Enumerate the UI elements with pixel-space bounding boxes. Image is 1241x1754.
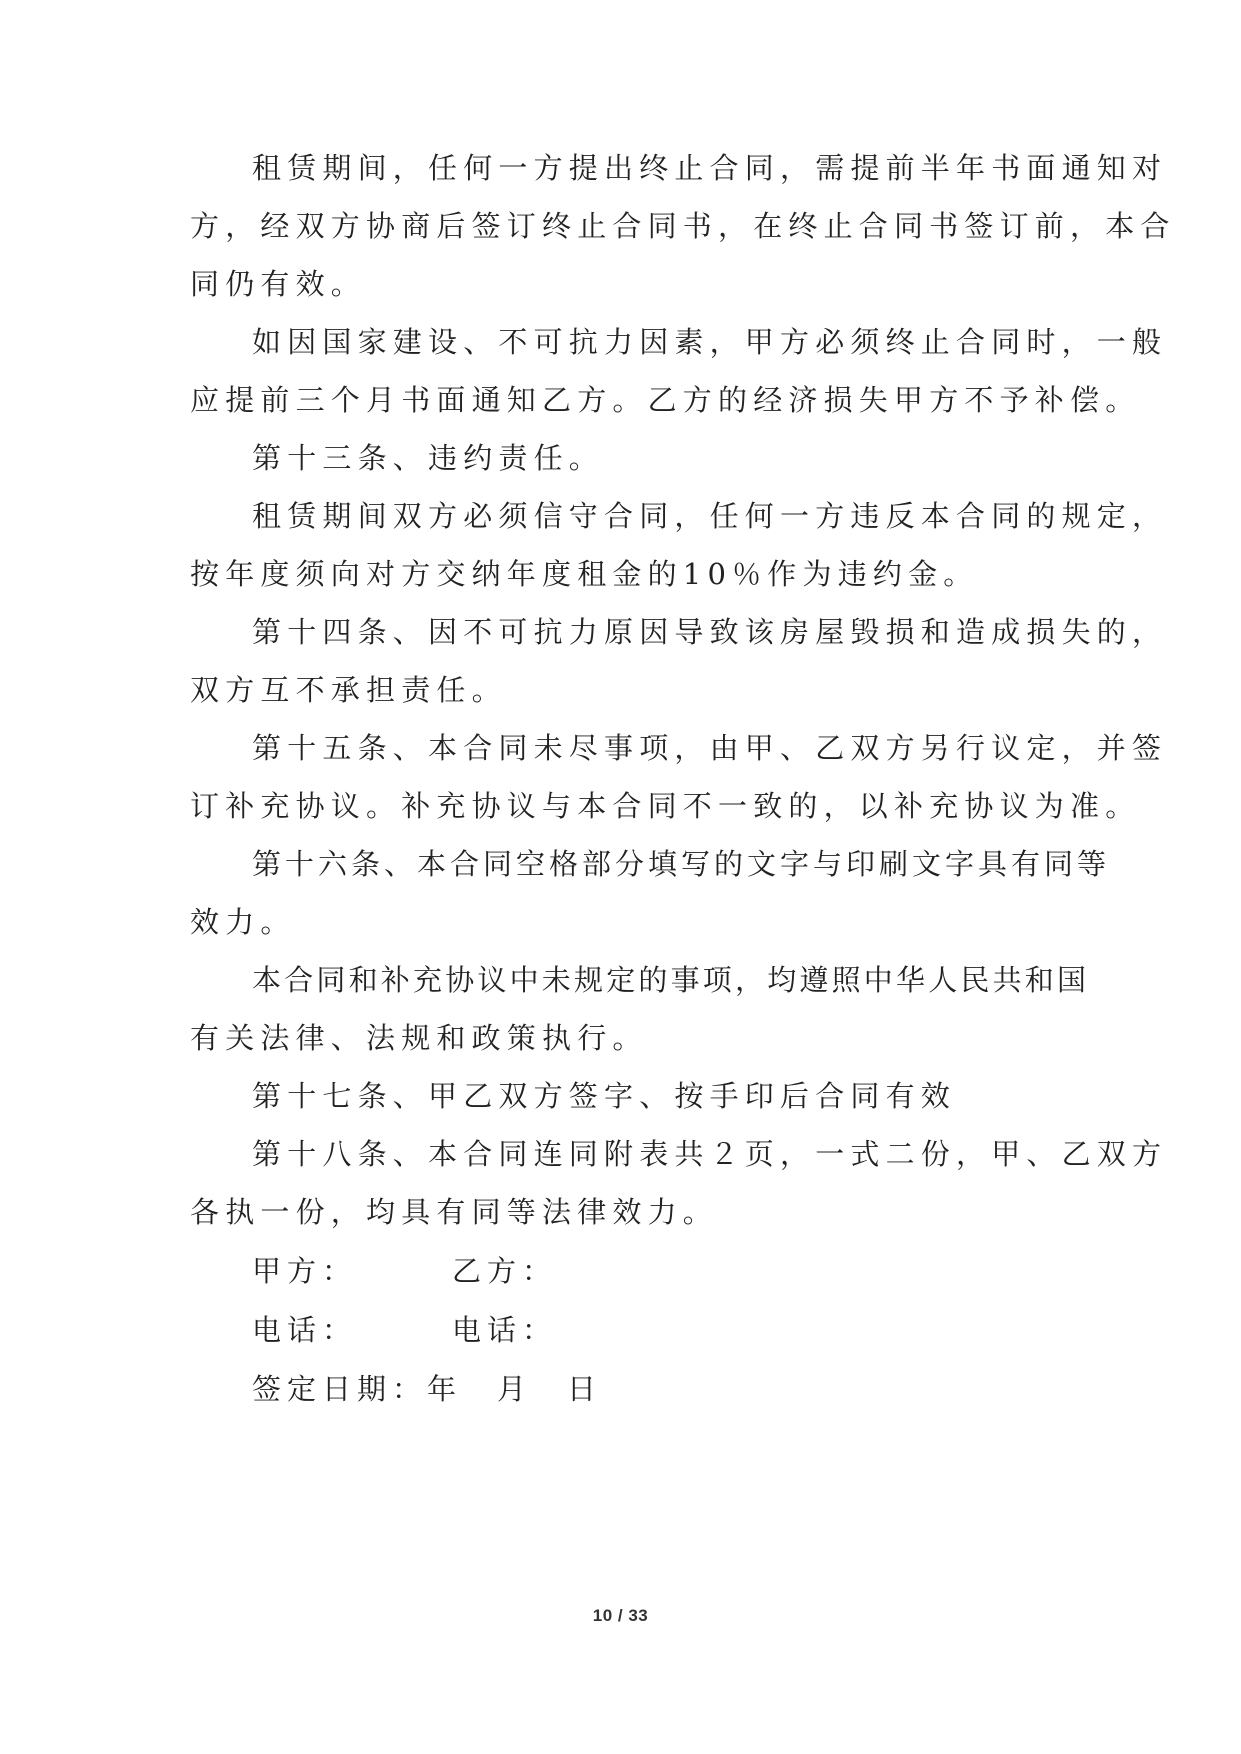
paragraph-line: 双方互不承担责任。	[190, 673, 507, 707]
section-heading: 第十三条、违约责任。	[252, 441, 605, 475]
paragraph-line: 第十六条、本合同空格部分填写的文字与印刷文字具有同等	[252, 847, 1111, 881]
page-number: 10 / 33	[592, 1606, 649, 1625]
party-a-phone-label: 电话：	[252, 1313, 358, 1347]
paragraph-line: 有关法律、法规和政策执行。	[190, 1021, 648, 1055]
paragraph-line: 租赁期间，任何一方提出终止合同，需提前半年书面通知对	[252, 151, 1168, 185]
paragraph-line: 各执一份，均具有同等法律效力。	[190, 1195, 719, 1229]
paragraph-line: 按年度须向对方交纳年度租金的10％作为违约金。	[190, 557, 979, 591]
paragraph-line: 如因国家建设、不可抗力因素，甲方必须终止合同时，一般	[252, 325, 1168, 359]
paragraph-line: 第十八条、本合同连同附表共２页，一式二份，甲、乙双方	[252, 1137, 1168, 1171]
paragraph-line: 第十七条、甲乙双方签字、按手印后合同有效	[252, 1079, 957, 1113]
paragraph-line: 同仍有效。	[190, 267, 367, 301]
party-b-label: 乙方：	[452, 1254, 558, 1288]
paragraph-line: 第十四条、因不可抗力原因导致该房屋毁损和造成损失的，	[252, 615, 1168, 649]
sign-date-label: 签定日期：年 月 日	[252, 1372, 603, 1406]
paragraph-line: 效力。	[190, 905, 296, 939]
party-a-label: 甲方：	[252, 1254, 358, 1288]
party-b-phone-label: 电话：	[452, 1313, 558, 1347]
paragraph-line: 第十五条、本合同未尽事项，由甲、乙双方另行议定，并签	[252, 731, 1168, 765]
paragraph-line: 订补充协议。补充协议与本合同不一致的，以补充协议为准。	[190, 789, 1141, 823]
paragraph-line: 应提前三个月书面通知乙方。乙方的经济损失甲方不予补偿。	[190, 383, 1141, 417]
paragraph-line: 方，经双方协商后签订终止合同书，在终止合同书签订前，本合	[190, 209, 1176, 243]
paragraph-line: 租赁期间双方必须信守合同，任何一方违反本合同的规定，	[252, 499, 1168, 533]
paragraph-line: 本合同和补充协议中未规定的事项，均遵照中华人民共和国	[252, 963, 1090, 997]
